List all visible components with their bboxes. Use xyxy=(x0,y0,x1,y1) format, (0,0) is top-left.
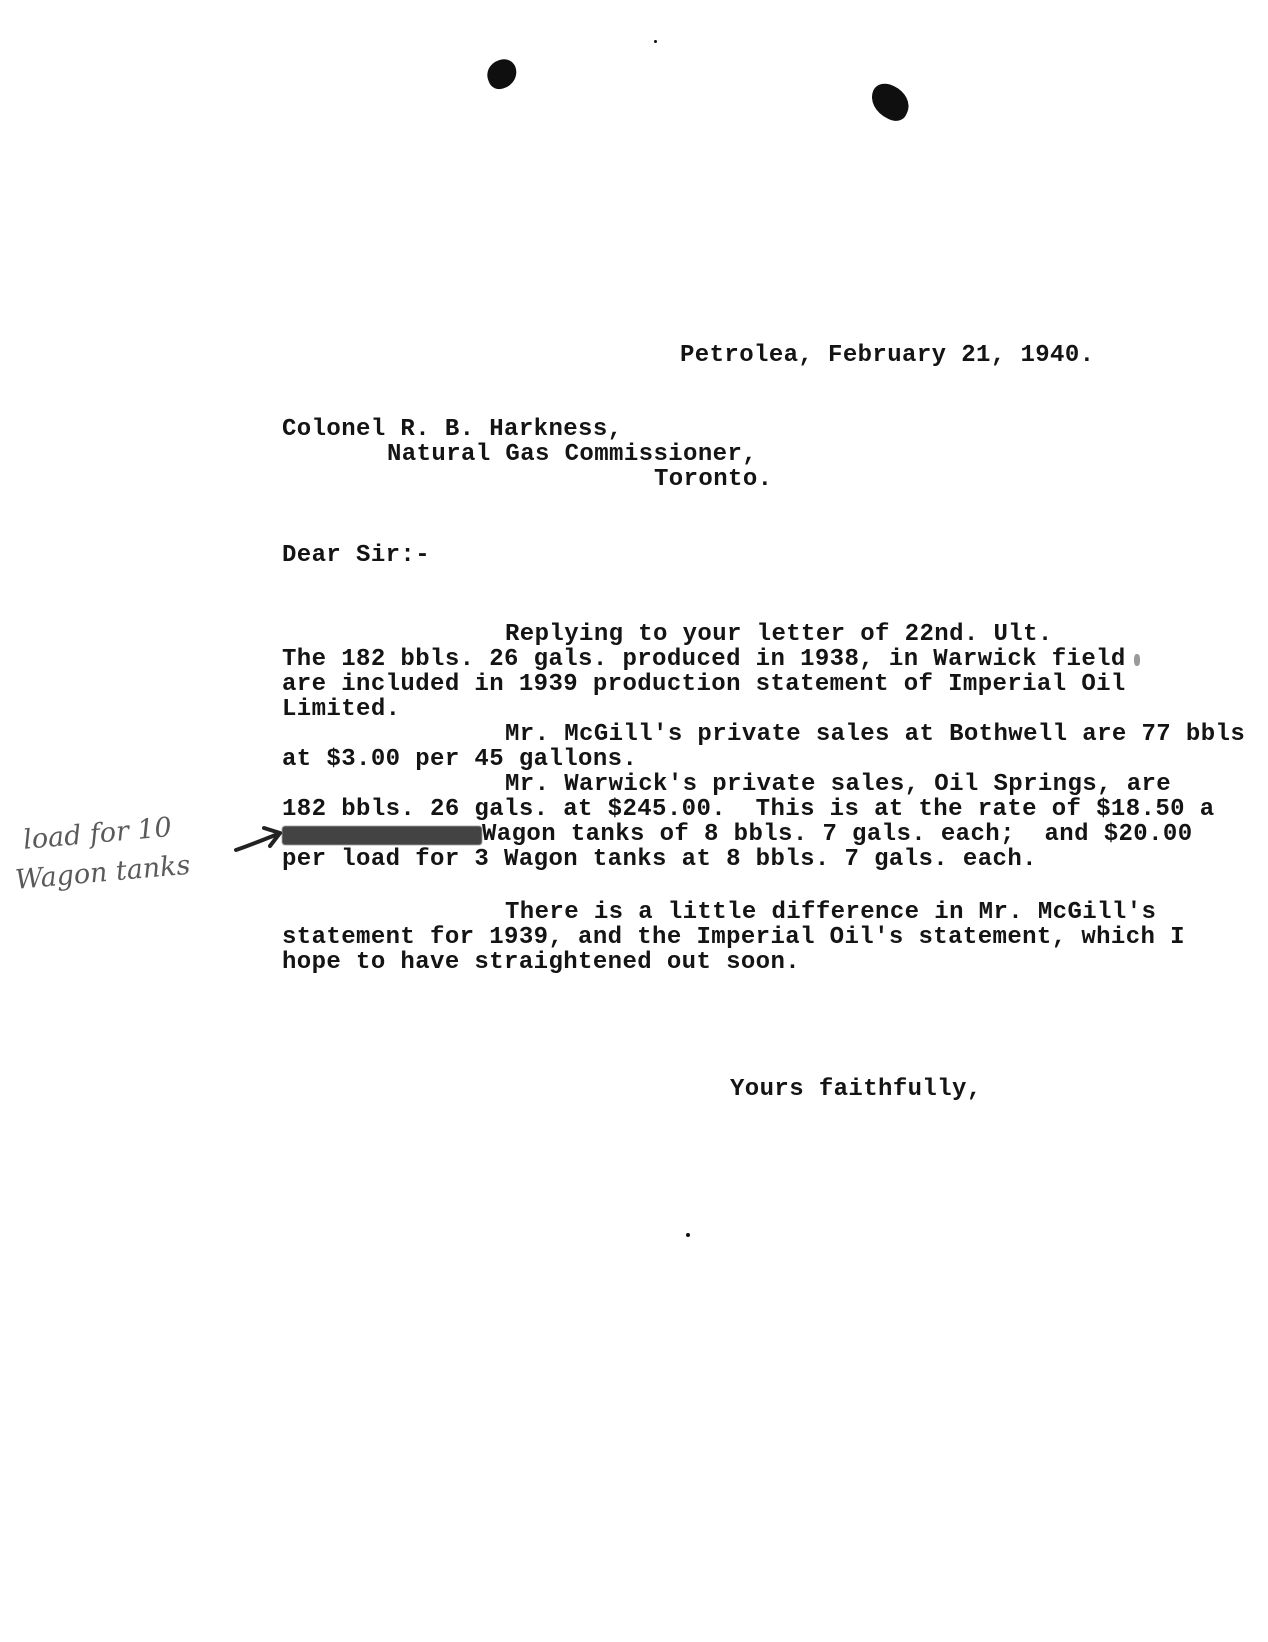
handwritten-note-line: Wagon tanks xyxy=(13,849,192,896)
punch-hole-mark-right xyxy=(865,79,915,125)
punch-hole-mark-left xyxy=(483,56,521,93)
closing: Yours faithfully, xyxy=(730,1076,982,1103)
body-line: 182 bbls. 26 gals. at $245.00. This is at the rate of $18.50 a xyxy=(282,796,1215,823)
salutation: Dear Sir:- xyxy=(282,542,431,569)
recipient-name: Colonel R. B. Harkness, xyxy=(282,416,623,443)
body-line: Wagon tanks of 8 bbls. 7 gals. each; and $20.00 xyxy=(482,821,1193,848)
struck-out-text xyxy=(282,826,482,845)
body-line: Limited. xyxy=(282,696,401,723)
arrow-right-icon xyxy=(232,820,286,860)
recipient-city: Toronto. xyxy=(654,466,773,493)
body-line: per load for 3 Wagon tanks at 8 bbls. 7 gals. each. xyxy=(282,846,1037,873)
body-line: at $3.00 per 45 gallons. xyxy=(282,746,638,773)
body-line: Mr. McGill's private sales at Bothwell are 77 bbls xyxy=(505,721,1246,748)
body-line: Mr. Warwick's private sales, Oil Springs, are xyxy=(505,771,1172,798)
ink-speck xyxy=(686,1233,690,1237)
dateline: Petrolea, February 21, 1940. xyxy=(680,342,1095,369)
body-line: There is a little difference in Mr. McGill's xyxy=(505,899,1157,926)
handwritten-note-line: load for 10 xyxy=(21,812,174,856)
body-line: Replying to your letter of 22nd. Ult. xyxy=(505,621,1053,648)
recipient-title: Natural Gas Commissioner, xyxy=(387,441,758,468)
body-line: hope to have straightened out soon. xyxy=(282,949,801,976)
ink-speck xyxy=(654,40,657,43)
ink-speck xyxy=(1134,654,1140,666)
body-line: are included in 1939 production statement of Imperial Oil xyxy=(282,671,1126,698)
body-line: The 182 bbls. 26 gals. produced in 1938, in Warwick field xyxy=(282,646,1126,673)
body-line: statement for 1939, and the Imperial Oil's statement, which I xyxy=(282,924,1185,951)
